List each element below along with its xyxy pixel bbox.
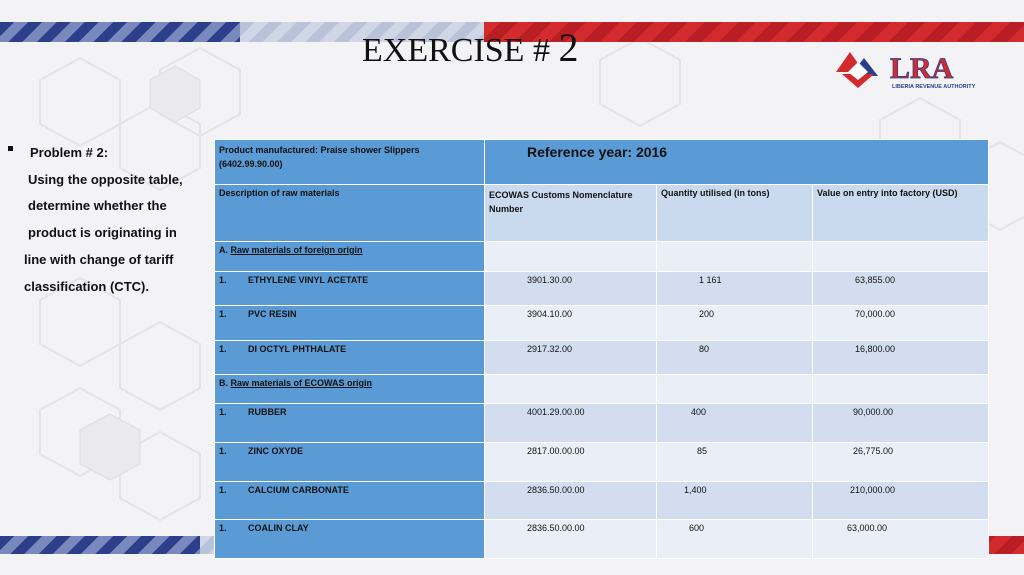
item-index: 1. [219,407,227,417]
bottom-stripe-blue [0,536,200,554]
slide-title-text: EXERCISE # [362,32,559,69]
nomenclature-cell: 3904.10.00 [485,306,657,341]
slide-title-number: 2 [558,25,579,70]
nomenclature-cell: 2836.50.00.00 [485,482,657,520]
header-description: Description of raw materials [215,185,485,242]
value-cell: 63,000.00 [813,520,989,559]
table-row [215,482,989,520]
material-name-cell [215,520,485,559]
section-b-prefix: B. [219,378,231,388]
empty-cell [813,242,989,272]
section-a-prefix: A. [219,245,231,255]
quantity-cell: 400 [657,404,813,443]
material-name: RUBBER [248,407,287,417]
section-row [215,242,989,272]
material-name-cell [215,482,485,520]
material-name: DI OCTYL PHTHALATE [248,344,347,354]
section-row [215,375,989,404]
problem-line: classification (CTC). [24,279,149,294]
nomenclature-cell: 2836.50.00.00 [485,520,657,559]
logo-subtitle: LIBERIA REVENUE AUTHORITY [892,84,976,90]
empty-cell [485,242,657,272]
logo-letters: LRA [890,52,954,85]
nomenclature-cell: 2817.00.00.00 [485,443,657,482]
header-nomenclature: ECOWAS Customs Nomenclature Number [485,185,657,242]
material-name: ETHYLENE VINYL ACETATE [248,275,369,285]
problem-line: determine whether the [28,198,167,213]
table-title-row [215,140,989,185]
empty-cell [485,375,657,404]
quantity-cell: 80 [657,341,813,375]
slide-title [362,24,578,71]
reference-year-cell: Reference year: 2016 [485,140,989,185]
nomenclature-cell: 2917.32.00 [485,341,657,375]
problem-line: Using the opposite table, [28,172,183,187]
material-name: ZINC OXYDE [248,446,304,456]
value-cell: 70,000.00 [813,306,989,341]
empty-cell [657,375,813,404]
problem-line: product is originating in [28,225,177,240]
empty-cell [657,242,813,272]
material-name-cell [215,306,485,341]
table-row [215,404,989,443]
table-row [215,306,989,341]
material-name: CALCIUM CARBONATE [248,485,349,495]
product-cell: Product manufactured: Praise shower Slippers (6402.99.90.00) [215,140,485,185]
item-index: 1. [219,446,227,456]
quantity-cell: 600 [657,520,813,559]
raw-materials-table [214,139,989,559]
table-row [215,272,989,306]
table-row [215,443,989,482]
section-b-text: Raw materials of ECOWAS origin [230,378,373,388]
quantity-cell: 85 [657,443,813,482]
quantity-cell: 1,400 [657,482,813,520]
empty-cell [813,375,989,404]
problem-line: line with change of tariff [24,252,174,267]
item-index: 1. [219,275,227,285]
item-index: 1. [219,523,227,533]
quantity-cell: 1 161 [657,272,813,306]
value-cell: 90,000.00 [813,404,989,443]
value-cell: 63,855.00 [813,272,989,306]
nomenclature-cell: 3901.30.00 [485,272,657,306]
bullet-icon [8,146,13,151]
header-value: Value on entry into factory (USD) [813,185,989,242]
section-a-text: Raw materials of foreign origin [230,245,363,255]
material-name-cell [215,341,485,375]
material-name-cell [215,443,485,482]
material-name: COALIN CLAY [248,523,309,533]
nomenclature-cell: 4001.29.00.00 [485,404,657,443]
value-cell: 16,800.00 [813,341,989,375]
material-name: PVC RESIN [248,309,297,319]
top-stripe-blue [0,22,240,42]
section-b-label [215,375,485,404]
item-index: 1. [219,485,227,495]
section-a-label [215,242,485,272]
header-quantity: Quantity utilised (in tons) [657,185,813,242]
lra-logo [832,48,998,92]
item-index: 1. [219,344,227,354]
value-cell: 210,000.00 [813,482,989,520]
material-name-cell [215,404,485,443]
problem-line: Problem # 2: [30,145,109,160]
item-index: 1. [219,309,227,319]
value-cell: 26,775.00 [813,443,989,482]
quantity-cell: 200 [657,306,813,341]
table-row [215,341,989,375]
material-name-cell [215,272,485,306]
table-row [215,520,989,559]
table-header-row [215,185,989,242]
